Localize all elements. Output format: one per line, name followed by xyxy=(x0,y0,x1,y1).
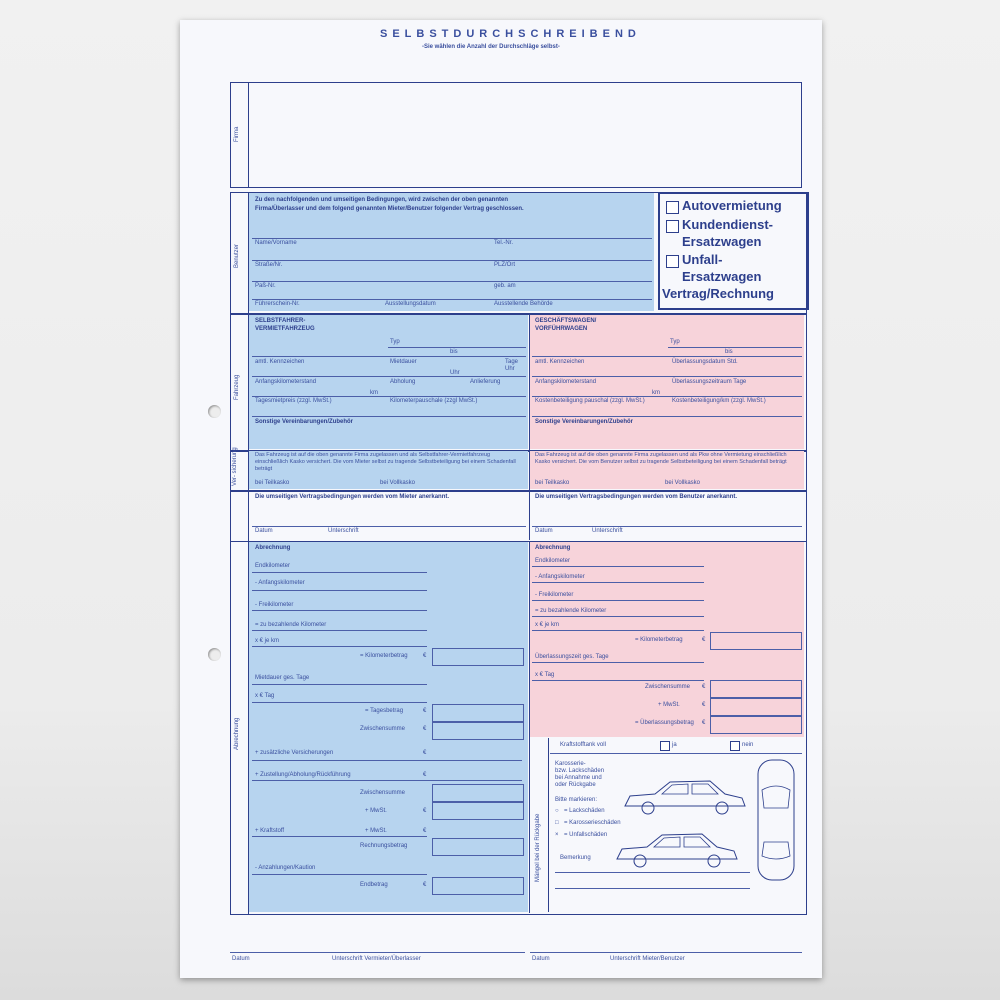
anfangskm-left: - Anfangskilometer xyxy=(255,580,305,586)
tagesbetrag-input[interactable] xyxy=(432,704,524,722)
kundendienst-checkbox[interactable] xyxy=(666,220,679,233)
bis-label-left: bis xyxy=(450,349,458,355)
intro-line-2: Firma/Überlasser und dem folgend genannten Mieter/Benutzer folgender Vertrag geschlossen. xyxy=(255,206,524,212)
rechnungsbetrag-left: Rechnungsbetrag xyxy=(360,843,408,849)
karosserie-label-4: oder Rückgabe xyxy=(555,782,596,788)
behoerde-field-label: Ausstellende Behörde xyxy=(494,301,553,307)
name-input[interactable] xyxy=(252,224,652,238)
car-top-view-icon[interactable] xyxy=(750,756,802,886)
versicherung-text-right: Das Fahrzeug ist auf die oben genannte Firma zugelassen und als Pkw ohne Vermietung einschließlich Kasko versichert. Die vom Benutzer selbst zu tragende Selbstbeteiligung bei einem Schadenfall beträgt xyxy=(535,452,787,465)
eur-sign: € xyxy=(423,750,427,756)
autovermietung-label: Autovermietung xyxy=(682,198,782,213)
footer-signature-left-input[interactable] xyxy=(230,935,525,951)
km-stand-label-right: Anfangskilometerstand xyxy=(535,379,597,385)
anlieferung-label: Anlieferung xyxy=(470,379,501,385)
typ-label-left: Typ xyxy=(390,339,400,345)
eur-sign: € xyxy=(423,882,427,888)
lack-marker-label: ○ xyxy=(555,808,559,814)
sonstige-label-left: Sonstige Vereinbarungen/Zubehör xyxy=(255,419,354,425)
footer-unterschrift-right: Unterschrift Mieter/Benutzer xyxy=(610,956,685,962)
km-unit-right: km xyxy=(652,390,660,396)
fuehrerschein-input[interactable] xyxy=(252,287,652,299)
plz-field-label: PLZ/Ort xyxy=(494,262,516,268)
eur-sign: € xyxy=(702,637,706,643)
kilometerpauschale-label: Kilometerpauschale (zzgl MwSt.) xyxy=(390,398,478,404)
uhr-label: Uhr xyxy=(505,366,515,372)
x-je-km-left: x € je km xyxy=(255,638,280,644)
mwst2-left: + MwSt. xyxy=(365,828,387,834)
kilometerbetrag-right: = Kilometerbetrag xyxy=(635,637,683,643)
rueckgabe-label: Überlassungszeitraum Tage xyxy=(672,379,747,385)
anerkannt-right: Die umseitigen Vertragsbedingungen werden vom Benutzer anerkannt. xyxy=(535,494,738,500)
typ-label-right: Typ xyxy=(670,339,680,345)
karosserie-label-3: bei Annahme und xyxy=(555,775,602,781)
zustellung-left: + Zustellung/Abholung/Rückführung xyxy=(255,772,351,778)
kundendienst-label: Kundendienst- xyxy=(682,217,773,232)
endkm-left: Endkilometer xyxy=(255,563,291,569)
geschaeftswagen-title: GESCHÄFTSWAGEN/ xyxy=(535,318,597,324)
tank-nein-label: nein xyxy=(742,742,754,748)
kennzeichen-label-right: amtl. Kennzeichen xyxy=(535,359,585,365)
car-side-view-icon[interactable] xyxy=(620,772,750,820)
freikm-right: - Freikilometer xyxy=(535,592,574,598)
kilometerbetrag-input-right[interactable] xyxy=(710,632,802,650)
punch-hole-bottom xyxy=(208,648,221,661)
eur-sign: € xyxy=(423,808,427,814)
datum-label-left: Datum xyxy=(255,528,273,534)
zu-bezahlende-right: = zu bezahlende Kilometer xyxy=(535,608,607,614)
unfall-marker-label: × xyxy=(555,832,559,838)
rechnungsbetrag-input[interactable] xyxy=(432,838,524,856)
name-field-label: Name/Vorname xyxy=(255,240,297,246)
eur-sign: € xyxy=(423,708,427,714)
versicherung-label: Ver- sicherung xyxy=(232,447,238,486)
car-side-view-icon-2[interactable] xyxy=(612,825,742,873)
abrechnung-title-right: Abrechnung xyxy=(535,545,571,551)
uhr-label-2: Uhr xyxy=(450,370,460,376)
ueberlassungszeit-right: Überlassungszeit ges. Tage xyxy=(535,654,609,660)
zwischensumme2-left: Zwischensumme xyxy=(360,790,406,796)
karosserie-label-1: Karosserie- xyxy=(555,761,586,767)
tank-ja-label: ja xyxy=(672,742,677,748)
form-header-subtitle: -Sie wählen die Anzahl der Durchschläge selbst- xyxy=(422,44,560,50)
vermietfahrzeug-title: VERMIETFAHRZEUG xyxy=(255,326,315,332)
abrechnung-title-left: Abrechnung xyxy=(255,545,291,551)
kennzeichen-label-left: amtl. Kennzeichen xyxy=(255,359,305,365)
teilkasko-left: bei Teilkasko xyxy=(255,480,290,486)
vollkasko-left: bei Vollkasko xyxy=(380,480,416,486)
unterschrift-label-right: Unterschrift xyxy=(592,528,623,534)
bitte-markieren-label: Bitte markieren: xyxy=(555,797,598,803)
ueberlassungsbetrag-input-right[interactable] xyxy=(710,716,802,734)
sonstige-label-right: Sonstige Vereinbarungen/Zubehör xyxy=(535,419,634,425)
ausstellungsdatum-field-label: Ausstellungsdatum xyxy=(385,301,436,307)
eur-sign: € xyxy=(702,702,706,708)
zwischensumme-right: Zwischensumme xyxy=(645,684,691,690)
zwischensumme-input[interactable] xyxy=(432,722,524,740)
karosserie-label-2: bzw. Lackschäden xyxy=(555,768,605,774)
unfall-label-2: Ersatzwagen xyxy=(682,269,762,284)
anfangskm-right: - Anfangskilometer xyxy=(535,574,585,580)
vollkasko-right: bei Vollkasko xyxy=(665,480,701,486)
tel-field-label: Tel.-Nr. xyxy=(494,240,514,246)
firma-label: Firma xyxy=(234,126,240,142)
kundendienst-label-2: Ersatzwagen xyxy=(682,234,762,249)
tagesbetrag-left: = Tagesbetrag xyxy=(365,708,404,714)
endkm-right: Endkilometer xyxy=(535,558,571,564)
autovermietung-checkbox[interactable] xyxy=(666,201,679,214)
selbstfahrer-title: SELBSTFAHRER- xyxy=(255,318,306,324)
form-header-title: SELBSTDURCHSCHREIBEND xyxy=(380,28,641,40)
x-je-km-right: x € je km xyxy=(535,622,560,628)
bemerkung-label: Bemerkung xyxy=(560,855,591,861)
footer-signature-right-input[interactable] xyxy=(530,935,802,951)
fuehrerschein-field-label: Führerschein-Nr. xyxy=(255,301,300,307)
versicherung-text-left: Das Fahrzeug ist auf die oben genannte Firma zugelassen und als Selbstfahrer-Vermietfahrzeug einschließlich Kasko versichert. Die vom Mieter selbst zu tragende Selbstbeteiligung bei einem Schadenfall beträgt xyxy=(255,452,516,472)
mietdauer-ges-left: Mietdauer ges. Tage xyxy=(255,675,310,681)
anzahlungen-left: - Anzahlungen/Kaution xyxy=(255,865,316,871)
vertrag-rechnung-label: Vertrag/Rechnung xyxy=(662,286,774,301)
teilkasko-right: bei Teilkasko xyxy=(535,480,570,486)
maengel-side-label: Mängel bei der Rückgabe xyxy=(535,813,541,882)
rental-contract-form xyxy=(180,20,822,978)
tank-nein-checkbox[interactable] xyxy=(730,741,740,751)
eur-sign: € xyxy=(423,726,427,732)
strasse-field-label: Straße/Nr. xyxy=(255,262,283,268)
kraftstofftank-label: Kraftstofftank voll xyxy=(560,742,606,748)
zu-bezahlende-left: = zu bezahlende Kilometer xyxy=(255,622,327,628)
kraftstoff-left: + Kraftstoff xyxy=(255,828,285,834)
zwischensumme2-input[interactable] xyxy=(432,784,524,802)
footer-datum-left: Datum xyxy=(232,956,250,962)
karosserieschaeden-label: = Karosserieschäden xyxy=(564,820,621,826)
strasse-input[interactable] xyxy=(252,246,652,260)
karo-marker-label: □ xyxy=(555,820,559,826)
zwischensumme-left: Zwischensumme xyxy=(360,726,406,732)
endbetrag-input[interactable] xyxy=(432,877,524,895)
unfall-label: Unfall- xyxy=(682,252,723,267)
x-tag-right: x € Tag xyxy=(535,672,555,678)
tank-ja-checkbox[interactable] xyxy=(660,741,670,751)
zwischensumme-input-right[interactable] xyxy=(710,680,802,698)
fahrzeug-label: Fahrzeug xyxy=(234,374,240,400)
km-unit-left: km xyxy=(370,390,378,396)
kostenbeteiligung-km-label: Kostenbeteiligung/km (zzgl. MwSt.) xyxy=(672,398,766,404)
tage-label: Tage xyxy=(505,359,519,365)
eur-sign: € xyxy=(702,720,706,726)
ueberlassungsdatum-label: Überlassungsdatum Std. xyxy=(672,359,738,365)
x-tag-left: x € Tag xyxy=(255,693,275,699)
kilometerbetrag-left: = Kilometerbetrag xyxy=(360,653,408,659)
datum-label-right: Datum xyxy=(535,528,553,534)
kilometerbetrag-input[interactable] xyxy=(432,648,524,666)
eur-sign: € xyxy=(423,828,427,834)
endbetrag-left: Endbetrag xyxy=(360,882,388,888)
abrechnung-label: Abrechnung xyxy=(234,717,240,750)
km-stand-label-left: Anfangskilometerstand xyxy=(255,379,317,385)
bis-label-right: bis xyxy=(725,349,733,355)
tagesmietpreis-label: Tagesmietpreis (zzgl. MwSt.) xyxy=(255,398,332,404)
unfallschaeden-label: = Unfallschäden xyxy=(564,832,608,838)
footer-unterschrift-left: Unterschrift Vermieter/Überlasser xyxy=(332,956,421,962)
unterschrift-label-left: Unterschrift xyxy=(328,528,359,534)
eur-sign: € xyxy=(702,684,706,690)
mwst-input[interactable] xyxy=(432,802,524,820)
pass-field-label: Paß-Nr. xyxy=(255,283,276,289)
footer-datum-right: Datum xyxy=(532,956,550,962)
vorfuehrwagen-title: VORFÜHRWAGEN xyxy=(535,326,588,332)
lackschaeden-label: = Lackschäden xyxy=(564,808,605,814)
anerkannt-left: Die umseitigen Vertragsbedingungen werden vom Mieter anerkannt. xyxy=(255,494,450,500)
kostenbeteiligung-label: Kostenbeteiligung pauschal (zzgl. MwSt.) xyxy=(535,398,645,404)
ueberlassungsbetrag-right: = Überlassungsbetrag xyxy=(635,720,694,726)
mwst-right: + MwSt. xyxy=(658,702,680,708)
abholung-label: Abholung xyxy=(390,379,416,385)
eur-sign: € xyxy=(423,653,427,659)
firma-input[interactable] xyxy=(248,82,800,186)
benutzer-label: Benutzer xyxy=(234,243,240,268)
mietdauer-label: Mietdauer xyxy=(390,359,417,365)
geb-field-label: geb. am xyxy=(494,283,516,289)
eur-sign: € xyxy=(423,772,427,778)
versicherungen-left: + zusätzliche Versicherungen xyxy=(255,750,334,756)
pass-input[interactable] xyxy=(252,267,652,281)
freikm-left: - Freikilometer xyxy=(255,602,294,608)
mwst-left: + MwSt. xyxy=(365,808,387,814)
unfall-checkbox[interactable] xyxy=(666,255,679,268)
punch-hole-top xyxy=(208,405,221,418)
intro-line-1: Zu den nachfolgenden und umseitigen Bedingungen, wird zwischen der oben genannten xyxy=(255,197,509,203)
mwst-input-right[interactable] xyxy=(710,698,802,716)
